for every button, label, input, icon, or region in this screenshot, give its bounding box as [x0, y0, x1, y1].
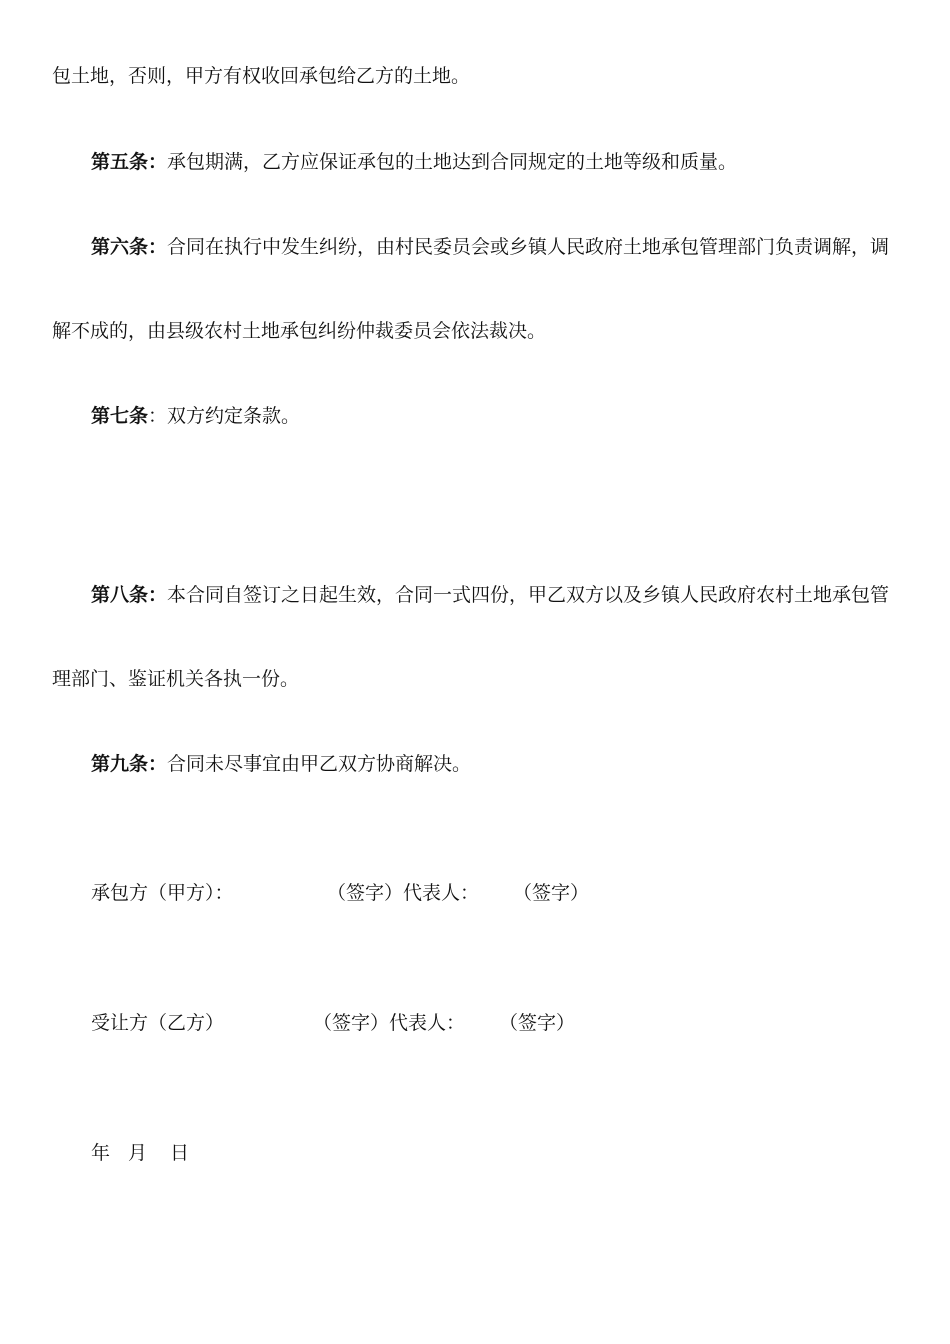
signature-party-b — [91, 1010, 575, 1036]
article-label: 第八条： — [91, 584, 168, 606]
signature-date — [91, 1140, 189, 1166]
signature-party-a — [91, 880, 589, 906]
party-a-label: 承包方（甲方）： — [91, 882, 234, 904]
article-8-line-2 — [52, 666, 299, 692]
article-label: 第七条 — [91, 405, 149, 427]
date-month: 月 — [128, 1142, 148, 1164]
article-label: 第五条： — [91, 151, 168, 173]
party-a-sign: （签字） — [513, 882, 590, 904]
party-b-sign: （签字） — [499, 1012, 576, 1034]
article-6-line-1 — [91, 234, 889, 260]
article-text: 本合同自签订之日起生效，合同一式四份，甲乙双方以及乡镇人民政府农村土地承包管 — [167, 584, 890, 606]
article-8-line-1 — [91, 582, 889, 608]
article-text: 解不成的，由县级农村土地承包纠纷仲裁委员会依法裁决。 — [52, 320, 547, 342]
article-9 — [91, 751, 471, 777]
party-a-sign-rep: （签字）代表人： — [327, 882, 480, 904]
article-text: ：双方约定条款。 — [148, 405, 301, 427]
article-text: 理部门、鉴证机关各执一份。 — [52, 668, 300, 690]
article-label: 第六条： — [91, 236, 168, 258]
article-text: 合同未尽事宜由甲乙双方协商解决。 — [167, 753, 472, 775]
party-b-sign-rep: （签字）代表人： — [313, 1012, 466, 1034]
article-5 — [91, 149, 737, 175]
date-year: 年 — [91, 1142, 111, 1164]
party-b-label: 受让方（乙方） — [91, 1012, 225, 1034]
article-6-line-2 — [52, 318, 546, 344]
paragraph-text: 包土地，否则，甲方有权收回承包给乙方的土地。 — [52, 65, 471, 87]
article-text: 承包期满，乙方应保证承包的土地达到合同规定的土地等级和质量。 — [167, 151, 738, 173]
article-text: 合同在执行中发生纠纷，由村民委员会或乡镇人民政府土地承包管理部门负责调解，调 — [167, 236, 890, 258]
article-label: 第九条： — [91, 753, 168, 775]
paragraph-continuation — [52, 63, 470, 89]
article-7 — [91, 403, 300, 429]
date-day: 日 — [170, 1142, 190, 1164]
